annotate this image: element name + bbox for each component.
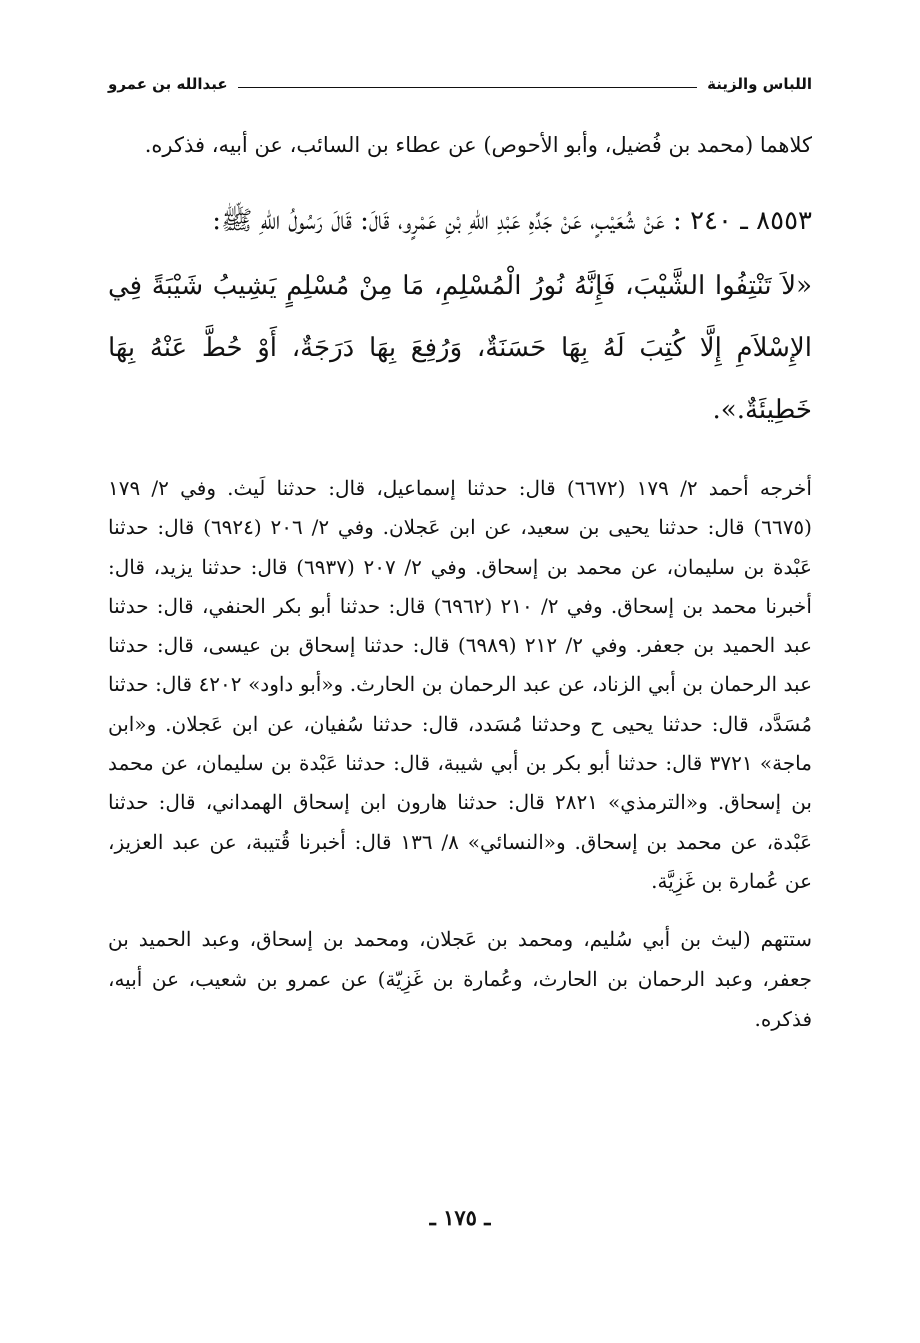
chapter-title: اللباس والزينة <box>707 75 812 93</box>
hadith-number: ٨٥٥٣ ـ ٢٤٠ : <box>673 206 812 236</box>
intro-paragraph: كلاهما (محمد بن فُضيل، وأبو الأحوص) عن عطاء بن السائب، عن أبيه، فذكره. <box>144 133 812 157</box>
running-header <box>108 66 812 102</box>
hadith-heading <box>108 191 812 251</box>
section-title: عبدالله بن عمرو <box>108 75 228 93</box>
page-number: ـ ١٧٥ ـ <box>429 1205 491 1230</box>
takhrij-paragraph: أخرجه أحمد ٢/ ١٧٩ (٦٦٧٢) قال: حدثنا إسماعيل، قال: حدثنا لَيث. وفي ٢/ ١٧٩ (٦٦٧٥) قال: حدثنا يحيى بن سعيد، عن ابن عَجلان. وفي ٢/ ٢٠٦ (٦٩٢٤) قال: حدثنا عَبْدة بن سليمان، عن محمد بن إسحاق. وفي ٢/ ٢٠٧ (٦٩٣٧) قال: حدثنا يزيد، قال: أخبرنا محمد بن إسحاق. وفي ٢/ ٢١٠ (٦٩٦٢) قال: حدثنا أبو بكر الحنفي، قال: حدثنا عبد الحميد بن جعفر. وفي ٢/ ٢١٢ (٦٩٨٩) قال: حدثنا إسحاق بن عيسى، قال: حدثنا عبد الرحمان بن أبي الزناد، عن عبد الرحمان بن الحارث. و«أبو داود» ٤٢٠٢ قال: حدثنا مُسَدَّد، قال: حدثنا يحيى ح وحدثنا مُسَدد، قال: حدثنا سُفيان، عن ابن عَجلان. و«ابن ماجة» ٣٧٢١ قال: حدثنا أبو بكر بن أبي شيبة، قال: حدثنا عَبْدة بن سليمان، عن محمد بن إسحاق. و«الترمذي» ٢٨٢١ قال: حدثنا هارون ابن إسحاق الهمداني، قال: حدثنا عَبْدة، عن محمد بن إسحاق. و«النسائي» ٨/ ١٣٦ قال: أخبرنا قُتيبة، عن عبد العزيز، عن عُمارة بن غَزِيَّة. <box>108 476 813 893</box>
hadith-text: «لاَ تَنْتِفُوا الشَّيْبَ، فَإِنَّهُ نُورُ الْمُسْلِمِ، مَا مِنْ مُسْلِمٍ يَشِيبُ شَيْبَةً فِي الإِسْلاَمِ إِلَّا كُتِبَ لَهُ بِهَا حَسَنَةٌ، وَرُفِعَ بِهَا دَرَجَةٌ، أَوْ حُطَّ عَنْهُ بِهَا خَطِيئَةٌ.». <box>108 271 812 425</box>
hadith-isnad: عَنْ شُعَيْبٍ، عَنْ جَدِّهِ عَبْدِ اللهِ بْنِ عَمْرٍو، قَالَ: قَالَ رَسُولُ اللهِ ﷺ: <box>212 206 665 236</box>
page-body <box>108 120 812 1039</box>
summary-paragraph: ستتهم (ليث بن أبي سُليم، ومحمد بن عَجلان، ومحمد بن إسحاق، وعبد الحميد بن جعفر، وعبد الرحمان بن الحارث، وعُمارة بن غَزِيّة) عن عمرو بن شعيب، عن أبيه، فذكره. <box>108 927 812 1032</box>
header-rule <box>238 87 698 88</box>
